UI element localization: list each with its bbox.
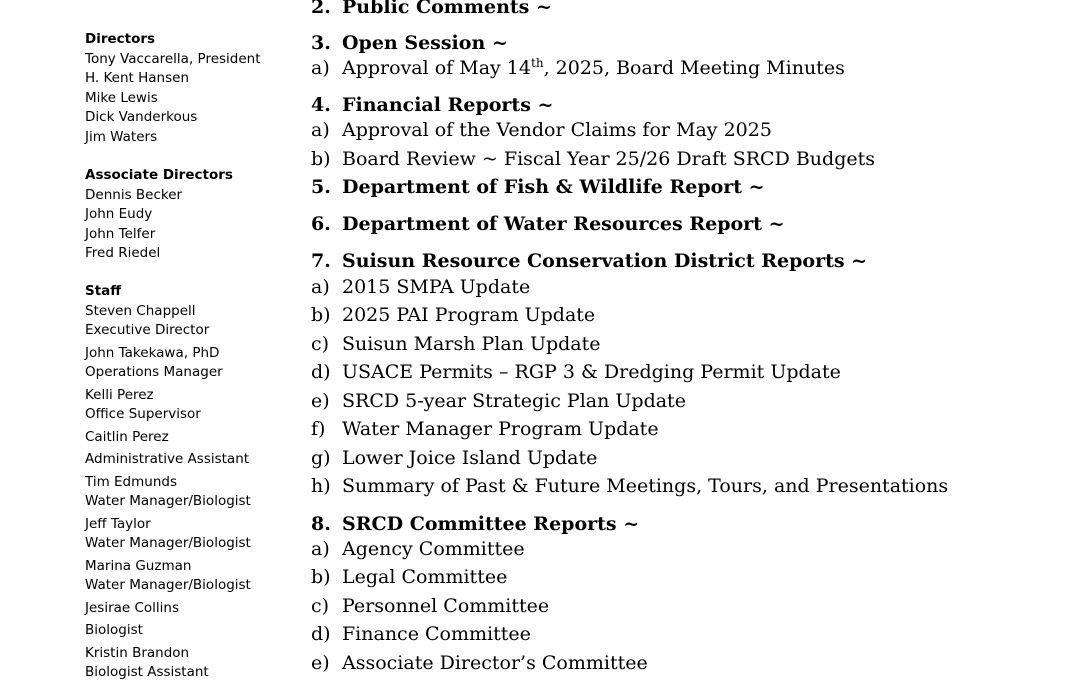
agenda-section-fish-wildlife: 5. Department of Fish & Wildlife Report ~ [311, 176, 765, 198]
agenda-item: c) Suisun Marsh Plan Update [311, 333, 601, 355]
agenda-section-open-session: 3. Open Session ~ [311, 32, 508, 54]
staff-title: Administrative Assistant [85, 451, 250, 467]
director-name: Dick Vanderkous [85, 109, 198, 125]
agenda-item: f) Water Manager Program Update [311, 418, 659, 440]
director-name: Tony Vaccarella, President [85, 50, 261, 67]
agenda-item: d) USACE Permits – RGP 3 & Dredging Permit Update [311, 361, 841, 383]
associate-director-name: Fred Riedel [85, 245, 161, 261]
director-name: Jim Waters [85, 128, 158, 145]
staff-name: Kristin Brandon [85, 644, 190, 661]
staff-name: Jeff Taylor [85, 515, 151, 532]
agenda-item: c) Personnel Committee [311, 595, 550, 617]
agenda-item: h) Summary of Past & Future Meetings, Tours, and Presentations [311, 475, 949, 497]
staff-name: Jesirae Collins [85, 599, 180, 616]
agenda-item: e) Associate Director’s Committee [311, 652, 648, 674]
staff-title: Water Manager/Biologist [85, 577, 251, 593]
staff-block [85, 282, 251, 683]
staff-name: Kelli Perez [85, 386, 154, 403]
associate-director-name: John Telfer [85, 225, 156, 242]
associate-director-name: John Eudy [85, 206, 153, 222]
director-name: Mike Lewis [85, 89, 158, 106]
associate-directors-heading: Associate Directors [85, 167, 233, 183]
agenda-section-financial-reports: 4. Financial Reports ~ [311, 94, 554, 116]
agenda-item: b) Board Review ~ Fiscal Year 25/26 Draft SRCD Budgets [311, 148, 875, 170]
staff-title: Water Manager/Biologist [85, 493, 251, 509]
staff-name: John Takekawa, PhD [85, 344, 220, 361]
associate-director-name: Dennis Becker [85, 186, 183, 203]
agenda-section-committee-reports: 8. SRCD Committee Reports ~ [311, 513, 640, 535]
staff-title: Biologist Assistant [85, 664, 209, 680]
agenda-item: a) 2015 SMPA Update [311, 276, 531, 298]
staff-title: Operations Manager [85, 364, 223, 380]
agenda-section-public-comments: 2. Public Comments ~ [311, 0, 552, 18]
agenda-item: a) Approval of May 14th, 2025, Board Meeting Minutes [311, 56, 845, 79]
staff-name: Tim Edmunds [85, 473, 177, 490]
staff-title: Office Supervisor [85, 406, 201, 422]
associate-directors-block [85, 166, 233, 264]
agenda-item: b) Legal Committee [311, 566, 508, 588]
staff-title: Biologist [85, 622, 143, 638]
agenda-item: g) Lower Joice Island Update [311, 447, 598, 469]
agenda-item: a) Agency Committee [311, 538, 525, 560]
agenda-section-srcd-reports: 7. Suisun Resource Conservation District Reports ~ [311, 250, 868, 272]
agenda-item: e) SRCD 5-year Strategic Plan Update [311, 390, 686, 412]
staff-title: Executive Director [85, 322, 210, 338]
staff-name: Marina Guzman [85, 557, 192, 574]
agenda-item: a) Approval of the Vendor Claims for May 2025 [311, 119, 772, 141]
agenda-item: d) Finance Committee [311, 623, 531, 645]
staff-name: Caitlin Perez [85, 428, 169, 445]
staff-title: Water Manager/Biologist [85, 535, 251, 551]
directors-heading: Directors [85, 31, 156, 47]
staff-heading: Staff [85, 283, 122, 299]
agenda-section-water-resources: 6. Department of Water Resources Report ~ [311, 213, 785, 235]
staff-name: Steven Chappell [85, 302, 196, 319]
director-name: H. Kent Hansen [85, 70, 189, 86]
agenda-item: b) 2025 PAI Program Update [311, 304, 596, 326]
directors-block [85, 30, 261, 147]
